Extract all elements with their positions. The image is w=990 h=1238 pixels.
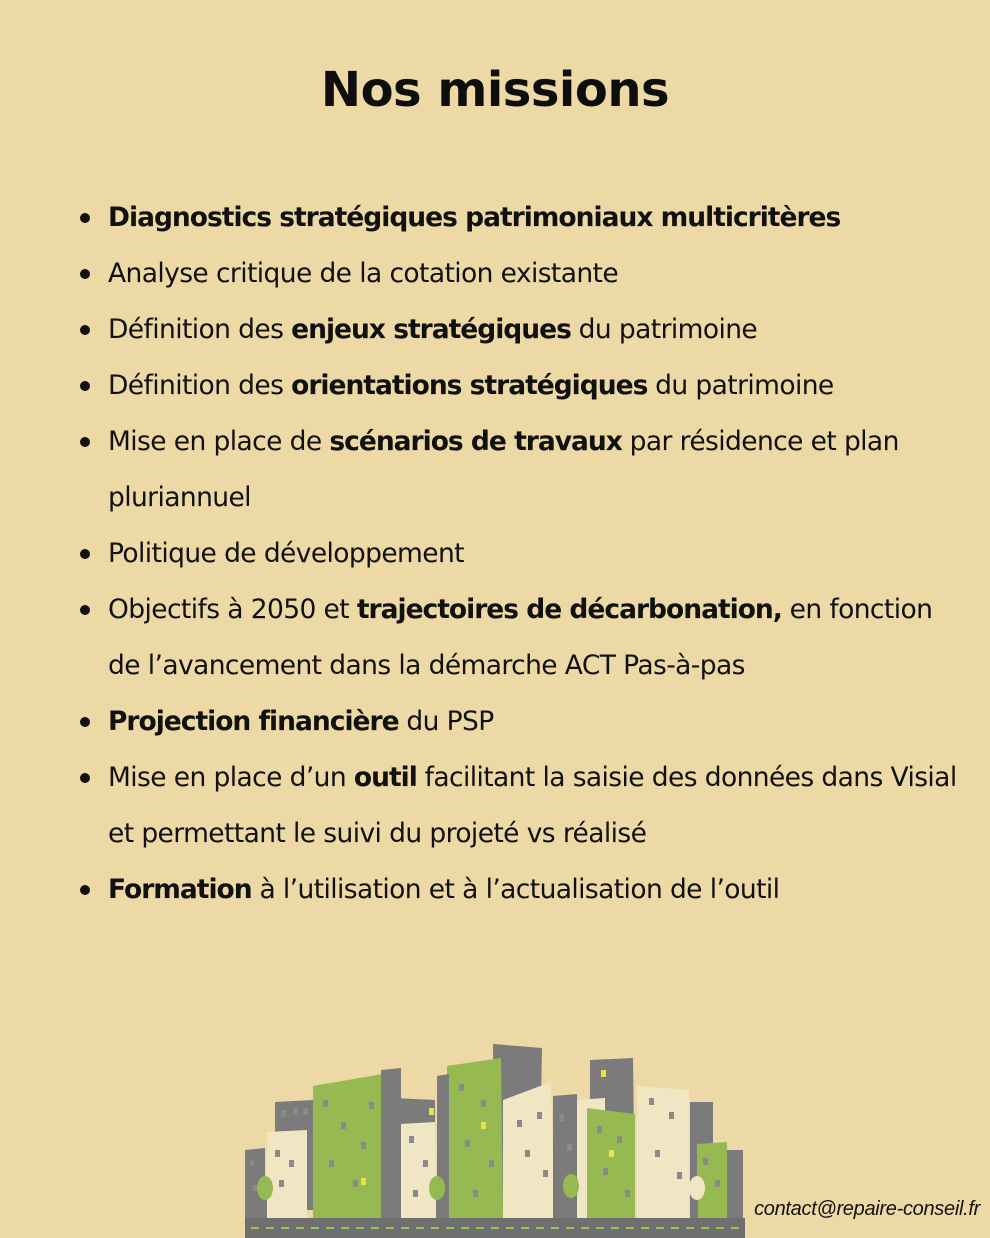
- bullet-icon: [80, 381, 90, 391]
- bullet-icon: [80, 773, 90, 783]
- bullet-icon: [80, 325, 90, 335]
- buildings: [245, 1044, 743, 1218]
- list-item: Mise en place d’un outil facilitant la saisie des données dans Visial et permettant le suivi du projeté vs réalisé: [78, 750, 958, 862]
- bullet-icon: [80, 549, 90, 559]
- road: [245, 1218, 745, 1238]
- list-item: Définition des orientations stratégiques du patrimoine: [78, 358, 958, 414]
- list-item: Analyse critique de la cotation existante: [78, 246, 958, 302]
- list-item: Mise en place de scénarios de travaux par résidence et plan pluriannuel: [78, 414, 958, 526]
- bullet-icon: [80, 437, 90, 447]
- bullet-icon: [80, 605, 90, 615]
- bullet-icon: [80, 213, 90, 223]
- bullet-icon: [80, 885, 90, 895]
- contact-email[interactable]: contact@repaire-conseil.fr: [754, 1198, 980, 1220]
- list-item: Définition des enjeux stratégiques du patrimoine: [78, 302, 958, 358]
- list-item: Diagnostics stratégiques patrimoniaux multicritères: [78, 190, 958, 246]
- list-item: Politique de développement: [78, 526, 958, 582]
- list-item: Projection financière du PSP: [78, 694, 958, 750]
- bullet-icon: [80, 717, 90, 727]
- bullet-icon: [80, 269, 90, 279]
- list-item: Formation à l’utilisation et à l’actualisation de l’outil: [78, 862, 958, 918]
- city-skyline-illustration: [245, 1040, 745, 1238]
- page-title: Nos missions: [320, 62, 670, 118]
- missions-list: [78, 190, 958, 918]
- list-item: Objectifs à 2050 et trajectoires de décarbonation, en fonction de l’avancement dans la démarche ACT Pas-à-pas: [78, 582, 958, 694]
